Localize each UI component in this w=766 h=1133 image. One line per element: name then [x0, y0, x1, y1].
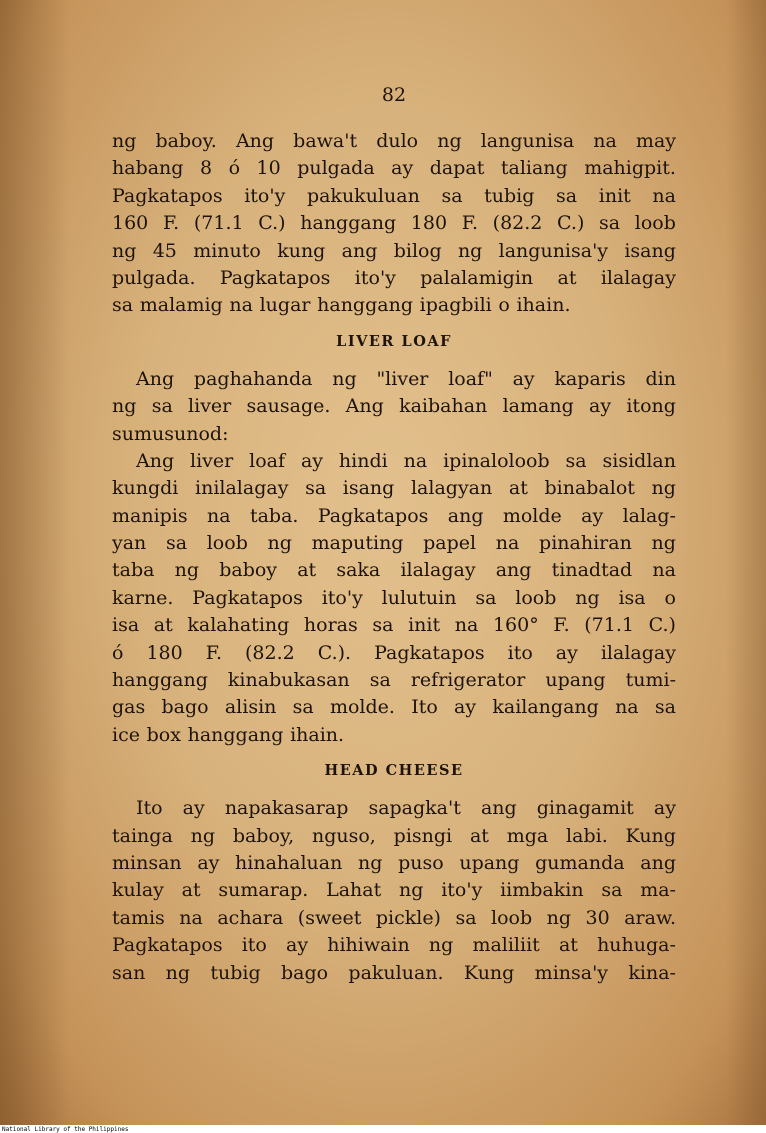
- word: Ito: [411, 696, 438, 719]
- word: ng: [575, 586, 600, 609]
- word: horas: [303, 614, 358, 637]
- word: Pagkatapos: [219, 266, 331, 289]
- word: ng: [112, 239, 137, 262]
- word: kaibahan: [399, 395, 488, 418]
- word: taliang: [500, 157, 568, 180]
- word: minuto: [193, 239, 261, 262]
- word: at: [297, 559, 317, 582]
- text-line: [112, 694, 676, 721]
- paragraph-1: [112, 128, 676, 320]
- word: Ang: [235, 130, 275, 152]
- word: (82.2: [492, 212, 543, 235]
- word: mga: [506, 824, 549, 847]
- word: sa: [475, 586, 497, 609]
- word: tinadtad: [551, 559, 633, 582]
- word: ito: [507, 641, 533, 664]
- word: pickle): [375, 906, 441, 929]
- word: sumusunod:: [112, 422, 229, 445]
- word: ay: [555, 641, 578, 664]
- word: ito'y: [244, 184, 286, 207]
- word: hanggang: [187, 723, 284, 746]
- word: na: [403, 449, 428, 472]
- word: liver: [190, 449, 234, 472]
- word: C.): [648, 614, 676, 637]
- word: tamis: [112, 906, 165, 929]
- word: malamig: [139, 294, 223, 317]
- text-line: [112, 640, 676, 667]
- word: lalagyan: [410, 477, 493, 500]
- word: sa: [455, 906, 477, 929]
- word: paghahanda: [193, 367, 313, 390]
- word: palalamigin: [420, 266, 534, 289]
- word: bawa't: [293, 130, 358, 152]
- page-text: [112, 80, 676, 987]
- word: na: [615, 696, 639, 719]
- word: pisngi: [393, 824, 453, 847]
- word: ang: [480, 797, 517, 820]
- text-line: [112, 155, 676, 182]
- word: 45: [152, 239, 177, 262]
- text-line: [112, 823, 676, 850]
- word: sumarap.: [218, 879, 309, 902]
- text-line: [112, 905, 676, 932]
- word: 160°: [492, 614, 539, 637]
- section-heading-liver-loaf: LIVER LOAF: [336, 332, 452, 350]
- text-line: [112, 366, 676, 393]
- word: ito: [241, 934, 267, 957]
- word: habang: [112, 157, 184, 180]
- word: ng: [190, 824, 215, 847]
- word: ginagamit: [536, 797, 634, 820]
- word: ng: [399, 879, 424, 902]
- word: inilalagay: [195, 477, 289, 500]
- word: pakuluan.: [348, 961, 444, 984]
- word: Lahat: [326, 879, 382, 902]
- word: at: [181, 879, 201, 902]
- word: isa: [618, 586, 646, 609]
- text-line: [112, 585, 676, 612]
- word: hihiwain: [327, 934, 410, 957]
- word: sa: [372, 614, 394, 637]
- word: Pagkatapos: [192, 586, 303, 609]
- word: sapagka't: [368, 797, 461, 820]
- word: ng: [267, 532, 292, 555]
- word: dapat: [429, 157, 485, 180]
- word: baboy: [219, 559, 278, 582]
- word: C.): [557, 212, 585, 235]
- word: na: [652, 559, 676, 582]
- word: sa: [441, 184, 463, 207]
- word: lulutuin: [381, 586, 457, 609]
- text-line: [112, 128, 676, 155]
- text-line: [112, 557, 676, 584]
- word: ito'y: [354, 266, 396, 289]
- word: ó: [112, 641, 124, 664]
- word: iimbakin: [500, 879, 584, 902]
- word: sa: [556, 184, 578, 207]
- word: bago: [161, 696, 209, 719]
- word: saka: [336, 559, 381, 582]
- word: (71.1: [193, 212, 244, 235]
- word: gas: [112, 696, 146, 719]
- word: tainga: [112, 824, 173, 847]
- word: gumanda: [535, 851, 625, 874]
- word: F.: [205, 641, 222, 664]
- word: upang: [459, 851, 520, 874]
- word: dulo: [376, 130, 419, 152]
- word: ma-: [640, 879, 676, 902]
- word: isang: [624, 239, 676, 262]
- word: ng: [457, 239, 483, 262]
- word: box: [146, 723, 181, 746]
- word: loob: [515, 586, 557, 609]
- word: Ang: [136, 449, 175, 472]
- word: Pagkatapos: [374, 641, 485, 664]
- text-line: [112, 393, 676, 420]
- word: kungdi: [112, 477, 179, 500]
- word: ng: [546, 906, 572, 929]
- word: na: [652, 184, 676, 207]
- word: sa: [565, 449, 587, 472]
- word: ilalagay: [600, 266, 676, 289]
- text-line: [112, 932, 676, 959]
- word: na: [593, 130, 617, 152]
- word: sa: [601, 879, 623, 902]
- text-line: [112, 795, 676, 822]
- word: kaparis: [554, 367, 626, 390]
- word: yan: [112, 532, 147, 555]
- word: hinahaluan: [235, 851, 343, 874]
- word: langunisa: [480, 130, 575, 152]
- word: achara: [217, 906, 284, 929]
- word: nguso,: [311, 824, 376, 847]
- word: hanggang: [317, 294, 413, 317]
- word: liver: [188, 395, 232, 418]
- word: 8: [199, 157, 213, 180]
- word: (82.2: [244, 641, 295, 664]
- text-line: [112, 210, 676, 237]
- word: huhuga-: [597, 934, 676, 957]
- word: init: [408, 614, 441, 637]
- word: bago: [281, 961, 329, 984]
- word: ang: [640, 851, 676, 874]
- word: maliliit: [472, 934, 540, 957]
- word: kalahating: [187, 614, 290, 637]
- word: taba: [112, 559, 155, 582]
- word: F.: [461, 212, 478, 235]
- word: kung: [277, 239, 326, 262]
- page-number: 82: [381, 84, 407, 106]
- word: pinahiran: [539, 532, 632, 555]
- word: at: [153, 614, 173, 637]
- word: san: [112, 961, 146, 984]
- word: ay: [454, 696, 477, 719]
- word: na: [454, 614, 479, 637]
- word: araw.: [624, 906, 676, 929]
- word: kailangang: [492, 696, 599, 719]
- word: minsan: [112, 851, 182, 874]
- word: "liver: [376, 367, 429, 390]
- word: Ang: [136, 367, 175, 390]
- text-line: [112, 530, 676, 557]
- word: karne.: [112, 586, 174, 609]
- text-line: [112, 421, 676, 448]
- word: C.): [258, 212, 286, 235]
- word: Ito: [136, 797, 163, 820]
- word: isang: [342, 477, 395, 500]
- word: manipis: [112, 504, 188, 527]
- word: ay: [286, 934, 309, 957]
- word: maputing: [311, 532, 404, 555]
- word: init: [598, 184, 631, 207]
- word: (sweet: [297, 906, 362, 929]
- word: ang: [495, 559, 532, 582]
- word: ipagbili: [419, 294, 492, 317]
- word: ice: [112, 723, 140, 746]
- word: upang: [545, 669, 606, 692]
- word: at: [508, 477, 528, 500]
- word: may: [635, 130, 676, 152]
- word: mahigpit.: [584, 157, 676, 180]
- word: hanggang: [112, 669, 208, 692]
- word: alisin: [224, 696, 277, 719]
- word: ilalagay: [600, 641, 676, 664]
- text-line: [112, 503, 676, 530]
- word: din: [645, 367, 676, 390]
- word: C.).: [317, 641, 352, 664]
- word: loaf": [448, 367, 493, 390]
- section-heading-head-cheese: HEAD CHEESE: [324, 762, 464, 780]
- text-line: [112, 960, 676, 987]
- word: ilalagay: [400, 559, 476, 582]
- word: baboy,: [232, 824, 295, 847]
- word: F.: [162, 212, 180, 235]
- word: o: [498, 294, 510, 317]
- word: itong: [626, 395, 676, 418]
- word: pakukuluan: [306, 184, 420, 207]
- word: loob: [634, 212, 676, 235]
- word: na: [495, 532, 520, 555]
- word: sisidlan: [602, 449, 676, 472]
- text-line: [112, 292, 676, 319]
- word: kulay: [112, 879, 164, 902]
- word: ng: [428, 934, 454, 957]
- word: molde.: [329, 696, 395, 719]
- text-line: [112, 448, 676, 475]
- word: na: [229, 294, 253, 317]
- word: loob: [491, 906, 533, 929]
- word: sa: [292, 696, 314, 719]
- text-line: [112, 850, 676, 877]
- word: kina-: [628, 961, 676, 984]
- word: ng: [651, 532, 676, 555]
- word: sa: [654, 696, 676, 719]
- word: sa: [165, 532, 188, 555]
- text-line: [112, 238, 676, 265]
- word: o: [664, 586, 676, 609]
- word: sa: [151, 395, 173, 418]
- paragraph-2: [112, 366, 676, 448]
- word: puso: [398, 851, 444, 874]
- word: binabalot: [544, 477, 635, 500]
- paragraph-3: [112, 448, 676, 749]
- text-line: [112, 475, 676, 502]
- word: ng: [174, 559, 200, 582]
- text-line: [112, 265, 676, 292]
- word: loaf: [249, 449, 286, 472]
- word: ihain.: [516, 294, 571, 317]
- word: taba.: [249, 504, 299, 527]
- word: ay: [653, 797, 676, 820]
- word: ay: [512, 367, 535, 390]
- word: langunisa'y: [498, 239, 609, 262]
- word: at: [557, 266, 577, 289]
- word: ito'y: [321, 586, 363, 609]
- word: ng: [165, 961, 191, 984]
- word: Pagkatapos: [317, 504, 429, 527]
- word: Kung: [463, 961, 515, 984]
- word: isa: [112, 614, 140, 637]
- word: sa: [305, 477, 327, 500]
- word: ang: [447, 504, 484, 527]
- word: ng: [437, 130, 462, 152]
- word: bilog: [393, 239, 442, 262]
- word: ng: [332, 367, 357, 390]
- word: ay: [300, 449, 324, 472]
- word: minsa'y: [534, 961, 609, 984]
- word: tubig: [484, 184, 535, 207]
- word: papel: [423, 532, 477, 555]
- word: labi.: [566, 824, 608, 847]
- paragraph-4: [112, 795, 676, 987]
- word: tubig: [210, 961, 261, 984]
- word: pulgada.: [112, 266, 196, 289]
- text-line: [112, 612, 676, 639]
- word: 160: [112, 212, 149, 235]
- word: sa: [599, 212, 621, 235]
- word: ó: [228, 157, 241, 180]
- word: tumi-: [625, 669, 676, 692]
- word: ay: [581, 504, 604, 527]
- word: ay: [391, 157, 414, 180]
- word: hindi: [338, 449, 388, 472]
- word: pulgada: [297, 157, 375, 180]
- word: lalag-: [622, 504, 676, 527]
- word: molde: [502, 504, 562, 527]
- word: lugar: [259, 294, 311, 317]
- word: na: [179, 906, 203, 929]
- word: sa: [369, 669, 391, 692]
- word: at: [469, 824, 489, 847]
- text-line: [112, 722, 676, 749]
- word: at: [558, 934, 578, 957]
- word: ang: [341, 239, 378, 262]
- word: F.: [553, 614, 570, 637]
- word: baboy.: [155, 130, 217, 152]
- word: kinabukasan: [227, 669, 350, 692]
- word: ng: [112, 130, 137, 152]
- word: ay: [589, 395, 612, 418]
- word: Kung: [625, 824, 676, 847]
- text-line: [112, 877, 676, 904]
- word: napakasarap: [224, 797, 349, 820]
- word: 180: [146, 641, 183, 664]
- word: hanggang: [300, 212, 397, 235]
- word: Pagkatapos: [112, 934, 223, 957]
- word: (71.1: [584, 614, 634, 637]
- text-line: [112, 667, 676, 694]
- word: sa: [112, 294, 134, 317]
- word: ay: [182, 797, 205, 820]
- text-line: [112, 183, 676, 210]
- word: refrigerator: [410, 669, 526, 692]
- word: ay: [197, 851, 220, 874]
- word: ihain.: [290, 723, 345, 746]
- library-watermark: National Library of the Philippines: [2, 1126, 129, 1133]
- word: ito'y: [441, 879, 483, 902]
- word: 10: [256, 157, 281, 180]
- word: sausage.: [246, 395, 331, 418]
- word: 180: [410, 212, 448, 235]
- word: Ang: [345, 395, 384, 418]
- word: loob: [206, 532, 248, 555]
- word: 30: [585, 906, 610, 929]
- word: Pagkatapos: [112, 184, 223, 207]
- word: na: [207, 504, 231, 527]
- word: ipinaloloob: [443, 449, 550, 472]
- word: ng: [651, 477, 676, 500]
- word: lamang: [502, 395, 574, 418]
- word: ng: [112, 395, 137, 418]
- word: ng: [358, 851, 383, 874]
